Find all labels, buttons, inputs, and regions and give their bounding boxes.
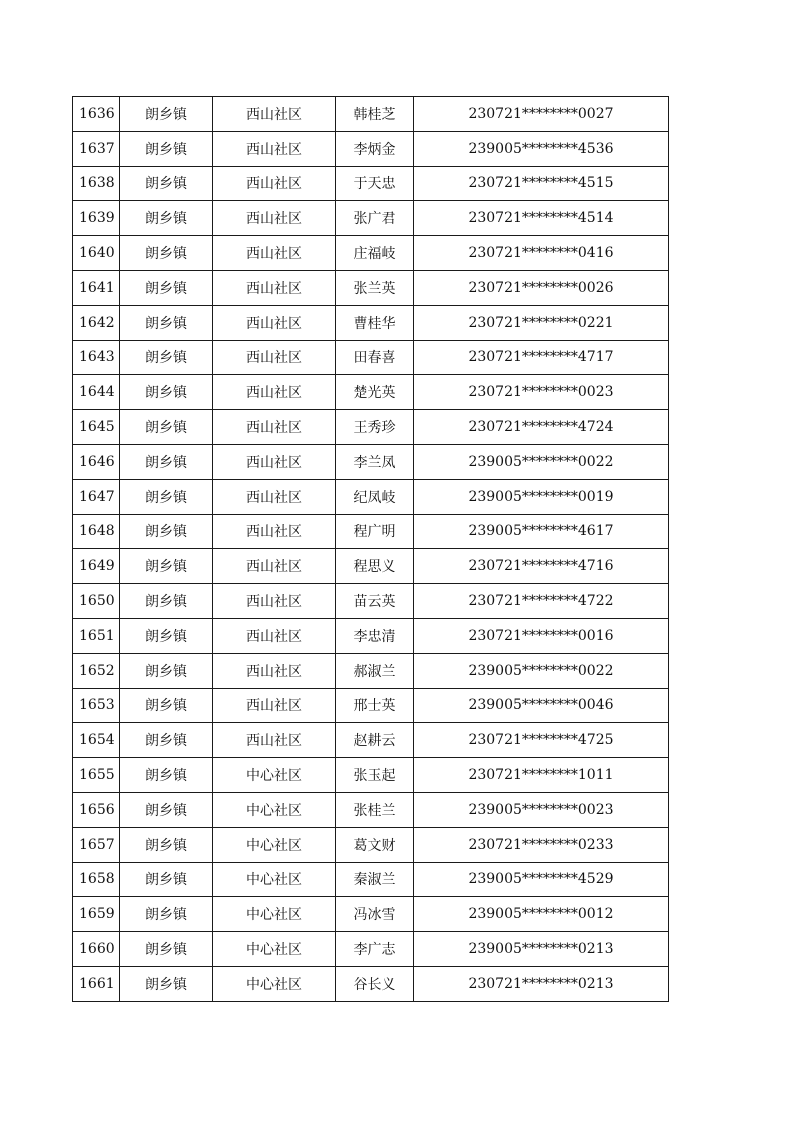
town-cell: 朗乡镇 (120, 131, 213, 166)
row-number-cell: 1650 (73, 584, 120, 619)
table-row (73, 758, 669, 793)
community-cell: 中心社区 (213, 932, 336, 967)
row-number-cell: 1647 (73, 479, 120, 514)
community-cell: 西山社区 (213, 723, 336, 758)
community-cell: 西山社区 (213, 479, 336, 514)
town-cell: 朗乡镇 (120, 758, 213, 793)
row-number-cell: 1654 (73, 723, 120, 758)
table-row (73, 549, 669, 584)
row-number-cell: 1659 (73, 897, 120, 932)
town-cell: 朗乡镇 (120, 723, 213, 758)
row-number-cell: 1640 (73, 236, 120, 271)
row-number-cell: 1638 (73, 166, 120, 201)
id-number-cell: 230721********4724 (414, 410, 669, 445)
town-cell: 朗乡镇 (120, 897, 213, 932)
row-number-cell: 1660 (73, 932, 120, 967)
town-cell: 朗乡镇 (120, 305, 213, 340)
id-number-cell: 239005********4536 (414, 131, 669, 166)
id-number-cell: 230721********4722 (414, 584, 669, 619)
id-number-cell: 239005********4617 (414, 514, 669, 549)
table-row (73, 97, 669, 132)
id-number-cell: 230721********0213 (414, 966, 669, 1001)
town-cell: 朗乡镇 (120, 410, 213, 445)
community-cell: 中心社区 (213, 758, 336, 793)
person-name-cell: 李炳金 (336, 131, 414, 166)
table-row (73, 723, 669, 758)
table-row (73, 792, 669, 827)
town-cell: 朗乡镇 (120, 340, 213, 375)
person-name-cell: 张玉起 (336, 758, 414, 793)
id-number-cell: 230721********0416 (414, 236, 669, 271)
person-name-cell: 李广志 (336, 932, 414, 967)
town-cell: 朗乡镇 (120, 375, 213, 410)
row-number-cell: 1637 (73, 131, 120, 166)
table-row (73, 584, 669, 619)
town-cell: 朗乡镇 (120, 584, 213, 619)
row-number-cell: 1639 (73, 201, 120, 236)
town-cell: 朗乡镇 (120, 166, 213, 201)
id-number-cell: 230721********0233 (414, 827, 669, 862)
person-name-cell: 程广明 (336, 514, 414, 549)
id-number-cell: 239005********0022 (414, 444, 669, 479)
person-name-cell: 曹桂华 (336, 305, 414, 340)
row-number-cell: 1655 (73, 758, 120, 793)
town-cell: 朗乡镇 (120, 201, 213, 236)
id-number-cell: 230721********0023 (414, 375, 669, 410)
row-number-cell: 1651 (73, 618, 120, 653)
table-row (73, 862, 669, 897)
town-cell: 朗乡镇 (120, 653, 213, 688)
person-name-cell: 楚光英 (336, 375, 414, 410)
id-number-cell: 230721********0221 (414, 305, 669, 340)
id-number-cell: 230721********0026 (414, 270, 669, 305)
table-row (73, 305, 669, 340)
town-cell: 朗乡镇 (120, 514, 213, 549)
row-number-cell: 1661 (73, 966, 120, 1001)
person-name-cell: 张桂兰 (336, 792, 414, 827)
id-number-cell: 239005********0023 (414, 792, 669, 827)
table-row (73, 201, 669, 236)
row-number-cell: 1656 (73, 792, 120, 827)
person-name-cell: 谷长义 (336, 966, 414, 1001)
community-cell: 西山社区 (213, 444, 336, 479)
community-cell: 西山社区 (213, 201, 336, 236)
town-cell: 朗乡镇 (120, 618, 213, 653)
community-cell: 西山社区 (213, 653, 336, 688)
town-cell: 朗乡镇 (120, 827, 213, 862)
community-cell: 西山社区 (213, 375, 336, 410)
row-number-cell: 1646 (73, 444, 120, 479)
person-name-cell: 张广君 (336, 201, 414, 236)
table-row (73, 932, 669, 967)
id-number-cell: 230721********0027 (414, 97, 669, 132)
row-number-cell: 1644 (73, 375, 120, 410)
community-cell: 西山社区 (213, 340, 336, 375)
table-row (73, 410, 669, 445)
id-number-cell: 239005********0022 (414, 653, 669, 688)
town-cell: 朗乡镇 (120, 549, 213, 584)
town-cell: 朗乡镇 (120, 236, 213, 271)
table-row (73, 131, 669, 166)
id-number-cell: 230721********0016 (414, 618, 669, 653)
person-name-cell: 田春喜 (336, 340, 414, 375)
community-cell: 中心社区 (213, 862, 336, 897)
person-name-cell: 程思义 (336, 549, 414, 584)
person-name-cell: 李兰凤 (336, 444, 414, 479)
town-cell: 朗乡镇 (120, 688, 213, 723)
community-cell: 西山社区 (213, 410, 336, 445)
person-name-cell: 张兰英 (336, 270, 414, 305)
person-name-cell: 庄福岐 (336, 236, 414, 271)
person-name-cell: 李忠清 (336, 618, 414, 653)
row-number-cell: 1658 (73, 862, 120, 897)
town-cell: 朗乡镇 (120, 97, 213, 132)
table-row (73, 236, 669, 271)
community-cell: 中心社区 (213, 792, 336, 827)
id-number-cell: 230721********1011 (414, 758, 669, 793)
row-number-cell: 1653 (73, 688, 120, 723)
person-name-cell: 葛文财 (336, 827, 414, 862)
town-cell: 朗乡镇 (120, 862, 213, 897)
community-cell: 中心社区 (213, 897, 336, 932)
person-name-cell: 苗云英 (336, 584, 414, 619)
town-cell: 朗乡镇 (120, 479, 213, 514)
person-name-cell: 于天忠 (336, 166, 414, 201)
community-cell: 西山社区 (213, 236, 336, 271)
person-name-cell: 冯冰雪 (336, 897, 414, 932)
community-cell: 西山社区 (213, 270, 336, 305)
town-cell: 朗乡镇 (120, 270, 213, 305)
town-cell: 朗乡镇 (120, 932, 213, 967)
table-row (73, 444, 669, 479)
table-row (73, 966, 669, 1001)
community-cell: 西山社区 (213, 305, 336, 340)
town-cell: 朗乡镇 (120, 966, 213, 1001)
town-cell: 朗乡镇 (120, 792, 213, 827)
id-number-cell: 239005********0012 (414, 897, 669, 932)
id-number-cell: 230721********4716 (414, 549, 669, 584)
id-number-cell: 239005********4529 (414, 862, 669, 897)
row-number-cell: 1657 (73, 827, 120, 862)
town-cell: 朗乡镇 (120, 444, 213, 479)
table-row (73, 653, 669, 688)
community-cell: 西山社区 (213, 584, 336, 619)
row-number-cell: 1643 (73, 340, 120, 375)
community-cell: 西山社区 (213, 549, 336, 584)
row-number-cell: 1641 (73, 270, 120, 305)
id-number-cell: 230721********4514 (414, 201, 669, 236)
roster-table (72, 96, 669, 1002)
person-name-cell: 韩桂芝 (336, 97, 414, 132)
table-row (73, 688, 669, 723)
row-number-cell: 1649 (73, 549, 120, 584)
id-number-cell: 230721********4515 (414, 166, 669, 201)
table-row (73, 340, 669, 375)
table-row (73, 375, 669, 410)
table-row (73, 514, 669, 549)
id-number-cell: 230721********4717 (414, 340, 669, 375)
community-cell: 中心社区 (213, 966, 336, 1001)
person-name-cell: 邢士英 (336, 688, 414, 723)
community-cell: 西山社区 (213, 166, 336, 201)
table-row (73, 618, 669, 653)
row-number-cell: 1642 (73, 305, 120, 340)
row-number-cell: 1652 (73, 653, 120, 688)
person-name-cell: 赵耕云 (336, 723, 414, 758)
table-row (73, 897, 669, 932)
community-cell: 西山社区 (213, 688, 336, 723)
community-cell: 西山社区 (213, 618, 336, 653)
roster-table-body (73, 97, 669, 1002)
community-cell: 中心社区 (213, 827, 336, 862)
community-cell: 西山社区 (213, 97, 336, 132)
person-name-cell: 王秀珍 (336, 410, 414, 445)
id-number-cell: 230721********4725 (414, 723, 669, 758)
person-name-cell: 郝淑兰 (336, 653, 414, 688)
table-row (73, 479, 669, 514)
row-number-cell: 1645 (73, 410, 120, 445)
table-row (73, 166, 669, 201)
community-cell: 西山社区 (213, 131, 336, 166)
table-row (73, 270, 669, 305)
person-name-cell: 秦淑兰 (336, 862, 414, 897)
row-number-cell: 1636 (73, 97, 120, 132)
row-number-cell: 1648 (73, 514, 120, 549)
table-row (73, 827, 669, 862)
id-number-cell: 239005********0046 (414, 688, 669, 723)
person-name-cell: 纪凤岐 (336, 479, 414, 514)
id-number-cell: 239005********0019 (414, 479, 669, 514)
id-number-cell: 239005********0213 (414, 932, 669, 967)
community-cell: 西山社区 (213, 514, 336, 549)
